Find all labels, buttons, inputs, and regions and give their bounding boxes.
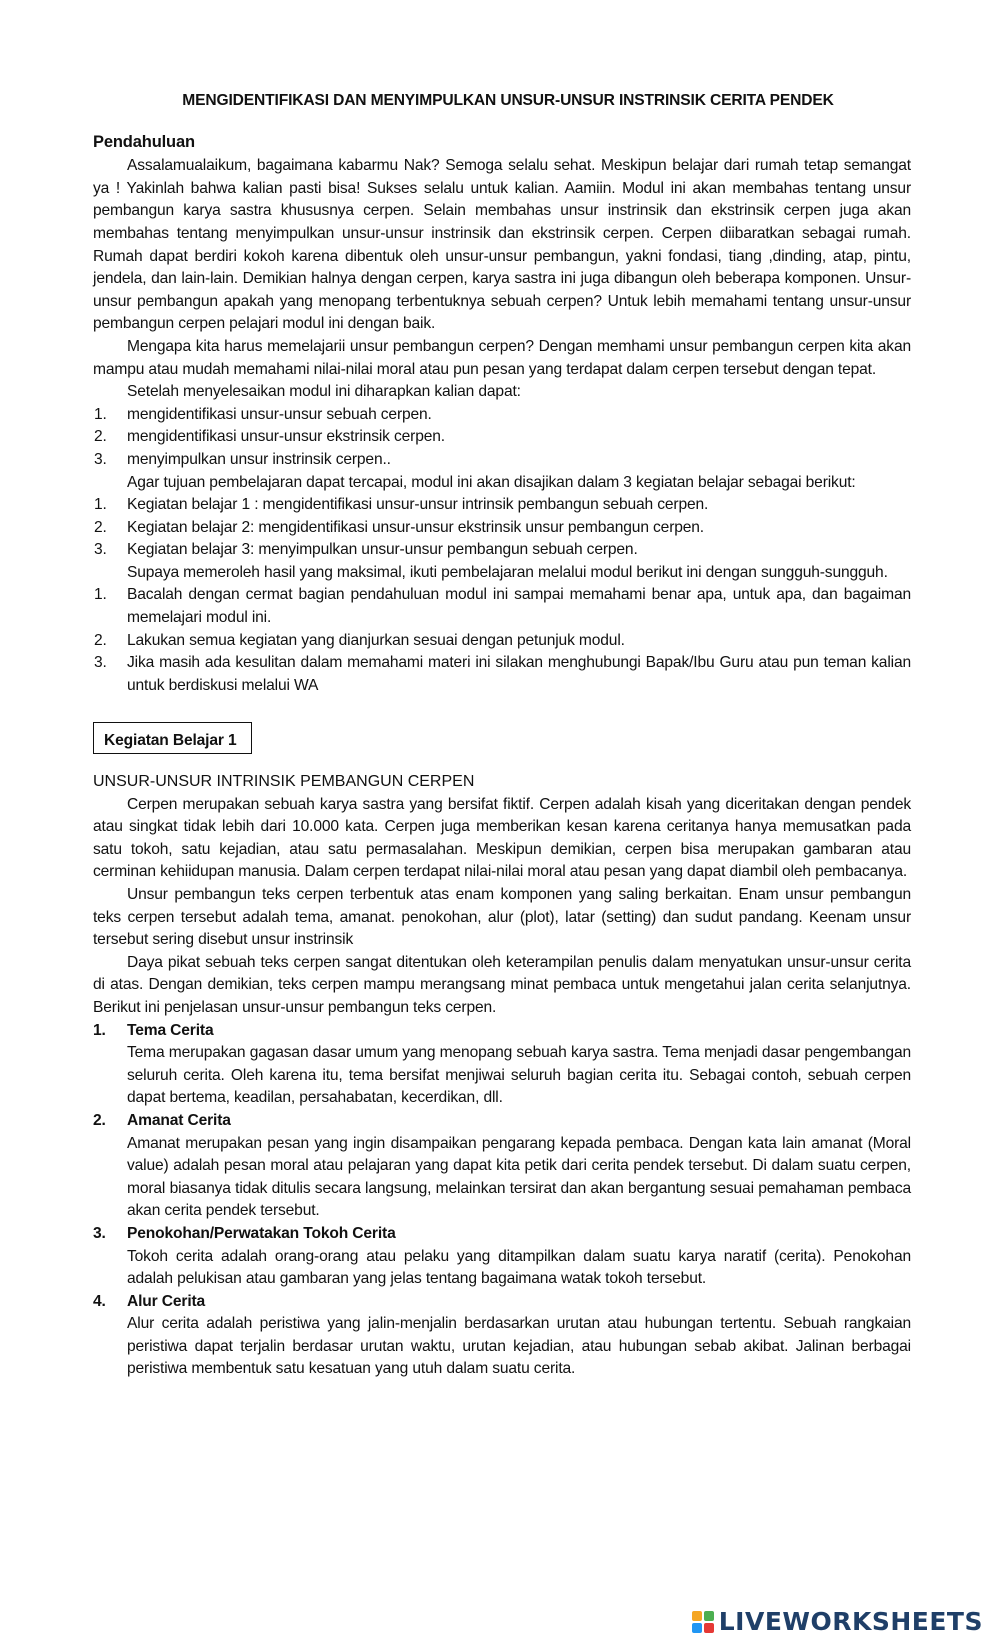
element-title: Tema Cerita xyxy=(127,1021,214,1039)
goal-text: menyimpulkan unsur instrinsik cerpen.. xyxy=(127,450,391,468)
element-number: 2. xyxy=(93,1111,106,1129)
steps-list xyxy=(93,584,911,697)
list-item: 1. Kegiatan belajar 1 : mengidentifikasi unsur-unsur intrinsik pembangun sebuah cerpen. xyxy=(93,494,911,517)
goal-text: mengidentifikasi unsur-unsur sebuah cerpen. xyxy=(127,405,432,423)
intro-paragraph: Assalamualaikum, bagaimana kabarmu Nak? Semoga selalu sehat. Meskipun belajar dari rumah tetap semangat ya ! Yakinlah bahwa kalian pasti bisa! Sukses selalu untuk kalian. Aamiin. Modul ini akan membahas tentang unsur pembangun karya sastra khususnya cerpen. Selain membahas unsur instrinsik dan ekstrinsik cerpen juga akan membahas tentang menyimpulkan unsur-unsur instrinsik dan ekstrinsik cerpen. Cerpen diibaratkan sebagai rumah. Rumah dapat berdiri kokoh karena dibentuk oleh unsur-unsur pembangun, yakni fondasi, tiang ,dinding, atap, pintu, jendela, dan lain-lain. Demikian halnya dengan cerpen, karya sastra ini juga dibangun oleh beberapa komponen. Unsur-unsur pembangun apakah yang menopang terbentuknya sebuah cerpen? Untuk lebih memahami tentang unsur-unsur pembangun cerpen pelajari modul ini dengan baik. xyxy=(93,157,911,333)
element-text: Tokoh cerita adalah orang-orang atau pelaku yang ditampilkan dalam suatu karya naratif (cerita). Penokohan adalah pelukisan atau gambaran yang jelas tentang bagaimana watak tokoh tersebut. xyxy=(127,1247,911,1288)
step-text: Lakukan semua kegiatan yang dianjurkan sesuai dengan petunjuk modul. xyxy=(127,631,625,649)
logo-square xyxy=(692,1623,702,1633)
section-title: UNSUR-UNSUR INTRINSIK PEMBANGUN CERPEN xyxy=(93,773,475,791)
list-item xyxy=(93,1110,911,1223)
document-page xyxy=(93,90,911,1381)
activity-text: Kegiatan belajar 2: mengidentifikasi unsur-unsur ekstrinsik unsur pembangun cerpen. xyxy=(127,518,704,536)
element-number: 1. xyxy=(93,1021,106,1039)
list-item xyxy=(93,1223,911,1291)
section-paragraph: Daya pikat sebuah teks cerpen sangat ditentukan oleh keterampilan penulis dalam menyatukan unsur-unsur cerita di atas. Dengan demikian, teks cerpen mampu merangsang minat pembaca untuk mengetahui jalan cerita selanjutnya. Berikut ini penjelasan unsur-unsur pembangun teks cerpen. xyxy=(93,953,911,1016)
steps-intro: Supaya memeroleh hasil yang maksimal, ikuti pembelajaran melalui modul berikut ini dengan sungguh-sungguh. xyxy=(127,563,888,581)
activity-text: Kegiatan belajar 1 : mengidentifikasi unsur-unsur intrinsik pembangun sebuah cerpen. xyxy=(127,496,709,514)
liveworksheets-icon xyxy=(692,1611,714,1633)
elements-list xyxy=(93,1020,911,1382)
activities-list xyxy=(93,494,911,562)
element-text: Amanat merupakan pesan yang ingin disampaikan pengarang kepada pembaca. Dengan kata lain amanat (Moral value) adalah pesan moral atau pelajaran yang dapat kita petik dari cerita pendek tersebut. Di dalam suatu cerpen, moral biasanya tidak ditulis secara langsung, melainkan tersirat dan akan bergantung sesuai pemahaman pembaca akan cerita pendek tersebut. xyxy=(127,1134,911,1220)
logo-text: LIVEWORKSHEETS xyxy=(718,1607,983,1636)
list-item: 2. mengidentifikasi unsur-unsur ekstrinsik cerpen. xyxy=(93,426,911,449)
intro-paragraph: Mengapa kita harus memelajarii unsur pembangun cerpen? Dengan memhami unsur pembangun cerpen kita akan mampu atau mudah memahami nilai-nilai moral atau pun pesan yang terdapat dalam cerpen tersebut dengan tepat. xyxy=(93,337,911,378)
element-number: 3. xyxy=(93,1224,106,1242)
list-item: 3. Jika masih ada kesulitan dalam memahami materi ini silakan menghubungi Bapak/Ibu Guru atau pun teman kalian untuk berdiskusi melalui WA xyxy=(93,652,911,697)
intro-heading: Pendahuluan xyxy=(93,132,195,151)
list-item xyxy=(93,1291,911,1381)
activities-intro: Agar tujuan pembelajaran dapat tercapai, modul ini akan disajikan dalam 3 kegiatan belajar sebagai berikut: xyxy=(127,473,856,491)
list-item: 3. Kegiatan belajar 3: menyimpulkan unsur-unsur pembangun sebuah cerpen. xyxy=(93,539,911,562)
list-item: 2. Lakukan semua kegiatan yang dianjurkan sesuai dengan petunjuk modul. xyxy=(93,630,911,653)
element-number: 4. xyxy=(93,1292,106,1310)
list-item: 3. menyimpulkan unsur instrinsik cerpen.. xyxy=(93,449,911,472)
liveworksheets-logo[interactable] xyxy=(692,1607,983,1636)
step-text: Bacalah dengan cermat bagian pendahuluan modul ini sampai memahami benar apa, untuk apa, dan bagaiman memelajari modul ini. xyxy=(127,586,911,627)
section-paragraph: Cerpen merupakan sebuah karya sastra yang bersifat fiktif. Cerpen adalah kisah yang diceritakan dengan pendek atau singkat tidak lebih dari 10.000 kata. Cerpen juga memberikan kesan karena ceritanya hanya memusatkan pada satu tokoh, satu kejadian, atau satu permasalahan. Meskipun demikian, cerpen bisa merupakan gambaran atau cerminan kehiidupan manusia. Dalam cerpen terdapat nilai-nilai moral atau pesan yang dapat diambil oleh pembacanya. xyxy=(93,795,911,881)
element-title: Alur Cerita xyxy=(127,1292,206,1310)
element-title: Amanat Cerita xyxy=(127,1111,231,1129)
activity-box: Kegiatan Belajar 1 xyxy=(93,722,252,754)
logo-square xyxy=(692,1611,702,1621)
list-item: 2. Kegiatan belajar 2: mengidentifikasi unsur-unsur ekstrinsik unsur pembangun cerpen. xyxy=(93,517,911,540)
step-text: Jika masih ada kesulitan dalam memahami materi ini silakan menghubungi Bapak/Ibu Guru atau pun teman kalian untuk berdiskusi melalui WA xyxy=(127,654,911,694)
logo-square xyxy=(704,1623,714,1633)
intro-paragraph: Setelah menyelesaikan modul ini diharapkan kalian dapat: xyxy=(127,383,521,401)
section-paragraph: Unsur pembangun teks cerpen terbentuk atas enam komponen yang saling berkaitan. Enam unsur pembangun teks cerpen tersebut adalah tema, amanat. penokohan, alur (plot), latar (setting) dan sudut pandang. Keenam unsur tersebut sering disebut unsur instrinsik xyxy=(93,886,911,949)
activity-text: Kegiatan belajar 3: menyimpulkan unsur-unsur pembangun sebuah cerpen. xyxy=(127,541,638,559)
logo-square xyxy=(704,1611,714,1621)
list-item: 1. mengidentifikasi unsur-unsur sebuah cerpen. xyxy=(93,404,911,427)
element-text: Alur cerita adalah peristiwa yang jalin-menjalin berdasarkan urutan atau hubungan tertentu. Sebuah rangkaian peristiwa dapat terjalin berdasar urutan waktu, urutan kejadian, atau hubungan sebab akibat. Jalinan berbagai peristiwa membentuk satu kesatuan yang utuh dalam suatu cerita. xyxy=(127,1315,911,1378)
list-item: 1. Bacalah dengan cermat bagian pendahuluan modul ini sampai memahami benar apa, untuk apa, dan bagaiman memelajari modul ini. xyxy=(93,584,911,629)
element-title: Penokohan/Perwatakan Tokoh Cerita xyxy=(127,1224,396,1242)
list-item xyxy=(93,1020,911,1110)
element-text: Tema merupakan gagasan dasar umum yang menopang sebuah karya sastra. Tema menjadi dasar pengembangan seluruh cerita. Oleh karena itu, tema bersifat menjiwai seluruh bagian cerita itu. Sebagai contoh, sebuah cerpen dapat bertema, keadilan, persahabatan, kecerdikan, dll. xyxy=(127,1044,911,1107)
document-title: MENGIDENTIFIKASI DAN MENYIMPULKAN UNSUR-UNSUR INSTRINSIK CERITA PENDEK xyxy=(182,92,834,109)
goal-text: mengidentifikasi unsur-unsur ekstrinsik cerpen. xyxy=(127,428,445,446)
goals-list xyxy=(93,404,911,472)
